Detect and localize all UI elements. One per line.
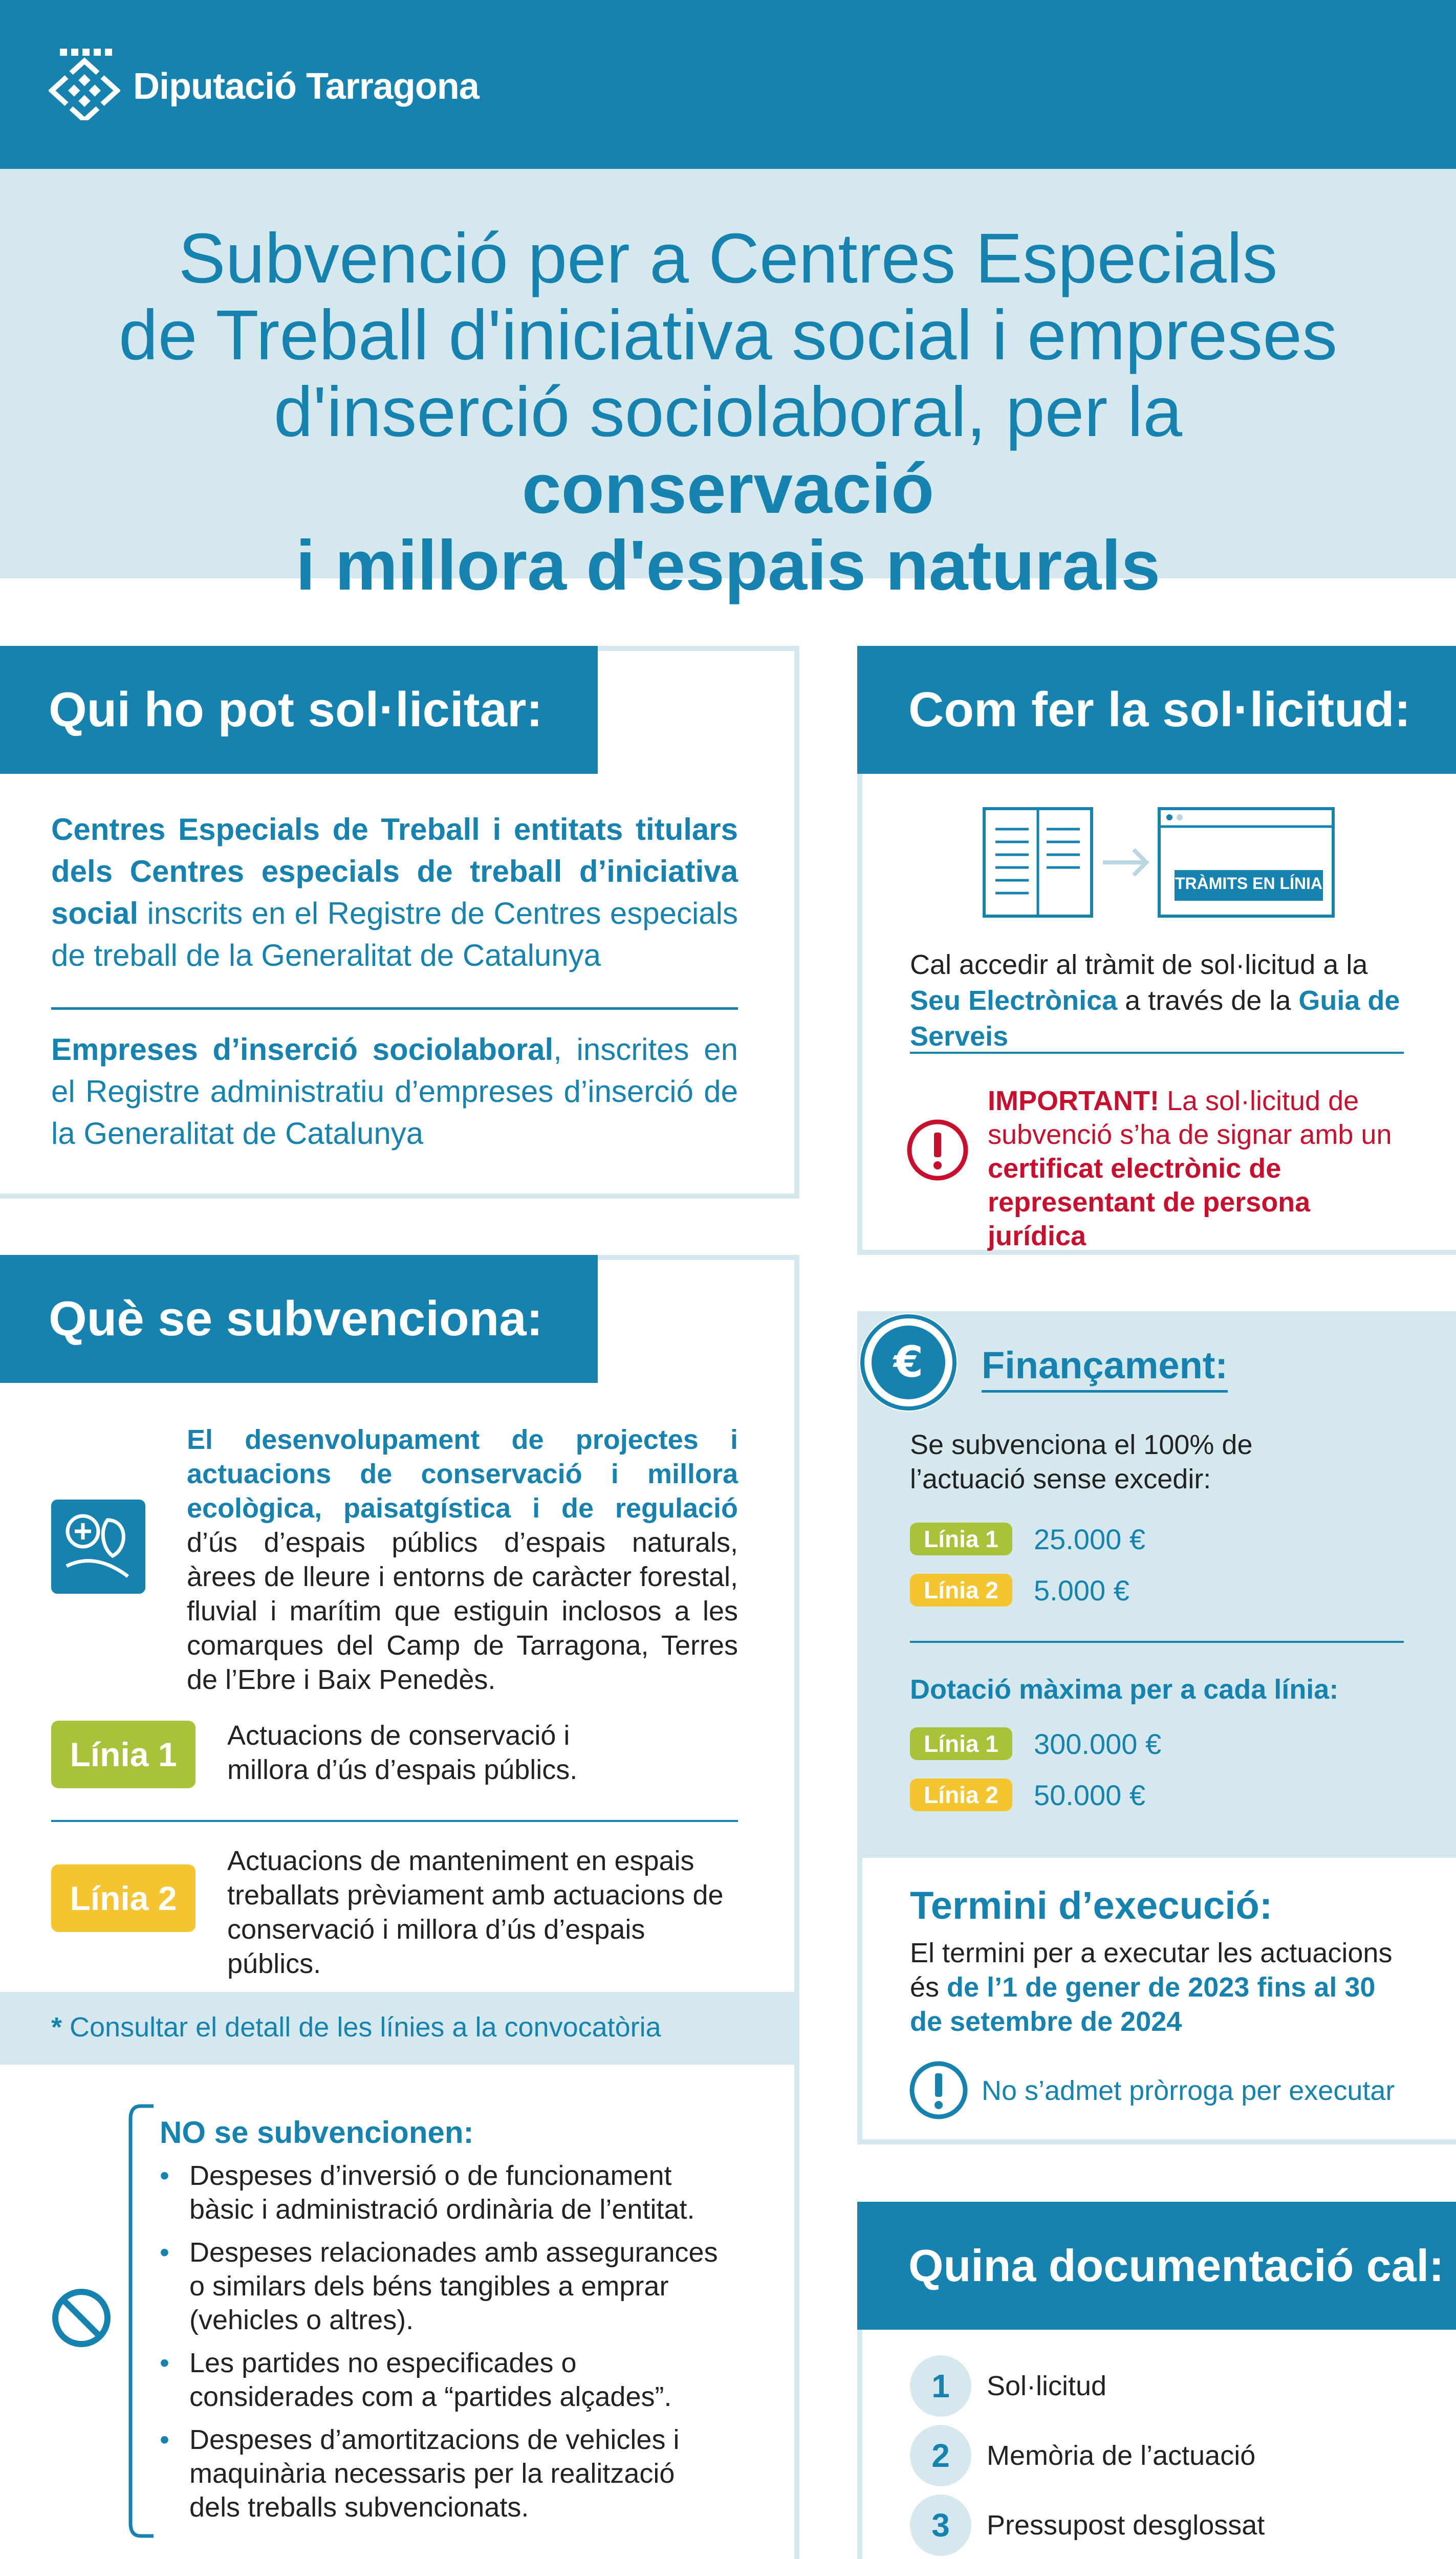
page-title: Subvenció per a Centres Especials de Treball d'iniciativa social i empreses d'inserció sociolaboral, per la conservació i millora d'espais naturals	[118, 219, 1338, 605]
termini-paragraph: El termini per a executar les actuacions és de l’1 de gener de 2023 fins al 30 de setembre de 2024	[910, 1938, 1393, 2037]
logo-text[interactable]: Diputació Tarragona	[133, 66, 479, 107]
dotacio-heading: Dotació màxima per a cada línia:	[910, 1674, 1339, 1705]
list-item	[910, 2425, 1265, 2486]
list-item: • Les partides no especificades o considerades com a “partides alçades”.	[160, 2348, 672, 2412]
nature-conservation-icon	[51, 1500, 145, 1594]
divider	[910, 1641, 1404, 1643]
linia1-tag: Línia 1	[51, 1721, 195, 1788]
com-heading: Com fer la sol·licitud:	[857, 646, 1456, 774]
qui-paragraph-2: Empreses d’inserció sociolaboral, inscrites en el Registre administratiu d’empreses d’inserció de la Generalitat de Catalunya	[51, 1032, 738, 1151]
no-sub-list	[160, 2159, 723, 2533]
docs-heading: Quina documentació cal:	[857, 2202, 1456, 2330]
divider	[910, 1052, 1404, 1054]
bracket-decoration	[125, 2103, 156, 2539]
dotacio-linia2-tag: Línia 2	[910, 1779, 1012, 1811]
finan-linia1-value: 25.000 €	[1034, 1523, 1145, 1555]
que-heading: Què se subvenciona:	[0, 1255, 598, 1383]
important-notice: IMPORTANT! La sol·licitud de subvenció s’ha de signar amb un certificat electrònic de representant de persona jurídica	[988, 1086, 1392, 1251]
list-item: • Despeses d’amortitzacions de vehicles i maquinària necessaris per la realització dels treballs subvencionats.	[160, 2424, 680, 2523]
divider	[51, 1820, 738, 1822]
tramits-online-icon	[983, 806, 1341, 924]
doc-label: Memòria de l’actuació	[987, 2440, 1256, 2471]
que-paragraph: El desenvolupament de projectes i actuacions de conservació i millora ecològica, paisatgística i de regulació d’ús d’espais públics d’espais naturals, àrees de lleure i entorns de caràcter forestal, fluvial i marítim que estiguin inclosos a les comarques del Camp de Tarragona, Terres de l’Ebre i Baix Penedès.	[187, 1424, 738, 1695]
qui-heading: Qui ho pot sol·licitar:	[0, 646, 598, 774]
finan-heading: Finançament:	[982, 1343, 1228, 1393]
docs-panel-border	[857, 2330, 862, 2559]
forbidden-icon	[51, 2288, 112, 2348]
guia-serveis-link[interactable]: Guia de Serveis	[910, 985, 1400, 1052]
divider	[51, 1007, 738, 1010]
finan-linia2-tag: Línia 2	[910, 1574, 1012, 1607]
doc-label: Sol·licitud	[987, 2371, 1107, 2401]
info-alert-icon	[908, 2060, 969, 2120]
dotacio-linia2-value: 50.000 €	[1034, 1779, 1145, 1811]
step-number: 2	[910, 2425, 971, 2486]
dotacio-linia1-tag: Línia 1	[910, 1727, 1012, 1760]
linia1-text: Actuacions de conservació i millora d’ús d’espais públics.	[227, 1720, 578, 1785]
finan-linia1-tag: Línia 1	[910, 1523, 1012, 1555]
step-number: 3	[910, 2495, 971, 2556]
doc-label: Pressupost desglossat	[987, 2510, 1265, 2541]
finan-linia2-value: 5.000 €	[1034, 1574, 1129, 1607]
com-paragraph: Cal accedir al tràmit de sol·licitud a la Seu Electrònica a través de la Guia de Serveis	[910, 949, 1400, 1052]
list-item: • Despeses d’inversió o de funcionament bàsic i administració ordinària de l’entitat.	[160, 2160, 695, 2225]
list-item	[910, 2355, 1265, 2417]
linia2-tag: Línia 2	[51, 1864, 195, 1932]
svg-text:€: €	[893, 1337, 924, 1387]
qui-paragraph-1: Centres Especials de Treball i entitats titulars dels Centres especials de treball d’iniciativa social inscrits en el Registre de Centres especials de treball de la Generalitat de Catalunya	[51, 812, 738, 972]
no-sub-heading: NO se subvencionen:	[160, 2115, 474, 2150]
termini-note: No s’admet pròrroga per executar	[982, 2075, 1395, 2106]
termini-heading: Termini d’execució:	[910, 1884, 1273, 1927]
tramits-label[interactable]: TRÀMITS EN LÍNIA	[1175, 874, 1322, 893]
euro-icon	[857, 1311, 960, 1414]
list-item: • Despeses relacionades amb assegurances o similars dels béns tangibles a emprar (vehicles o altres).	[160, 2237, 718, 2335]
seu-electronica-link[interactable]: Seu Electrònica	[910, 985, 1118, 1016]
finan-intro: Se subvenciona el 100% de l’actuació sense excedir:	[910, 1429, 1253, 1494]
consult-note[interactable]: * Consultar el detall de les línies a la convocatòria	[51, 2012, 661, 2043]
list-item	[910, 2495, 1265, 2556]
diputacio-logo-icon	[49, 49, 120, 120]
linia2-text: Actuacions de manteniment en espais treballats prèviament amb actuacions de conservació i millora d’ús d’espais públics.	[227, 1846, 724, 1979]
docs-list	[910, 2355, 1265, 2556]
warning-icon	[906, 1118, 969, 1182]
dotacio-linia1-value: 300.000 €	[1034, 1728, 1162, 1760]
step-number: 1	[910, 2355, 971, 2417]
